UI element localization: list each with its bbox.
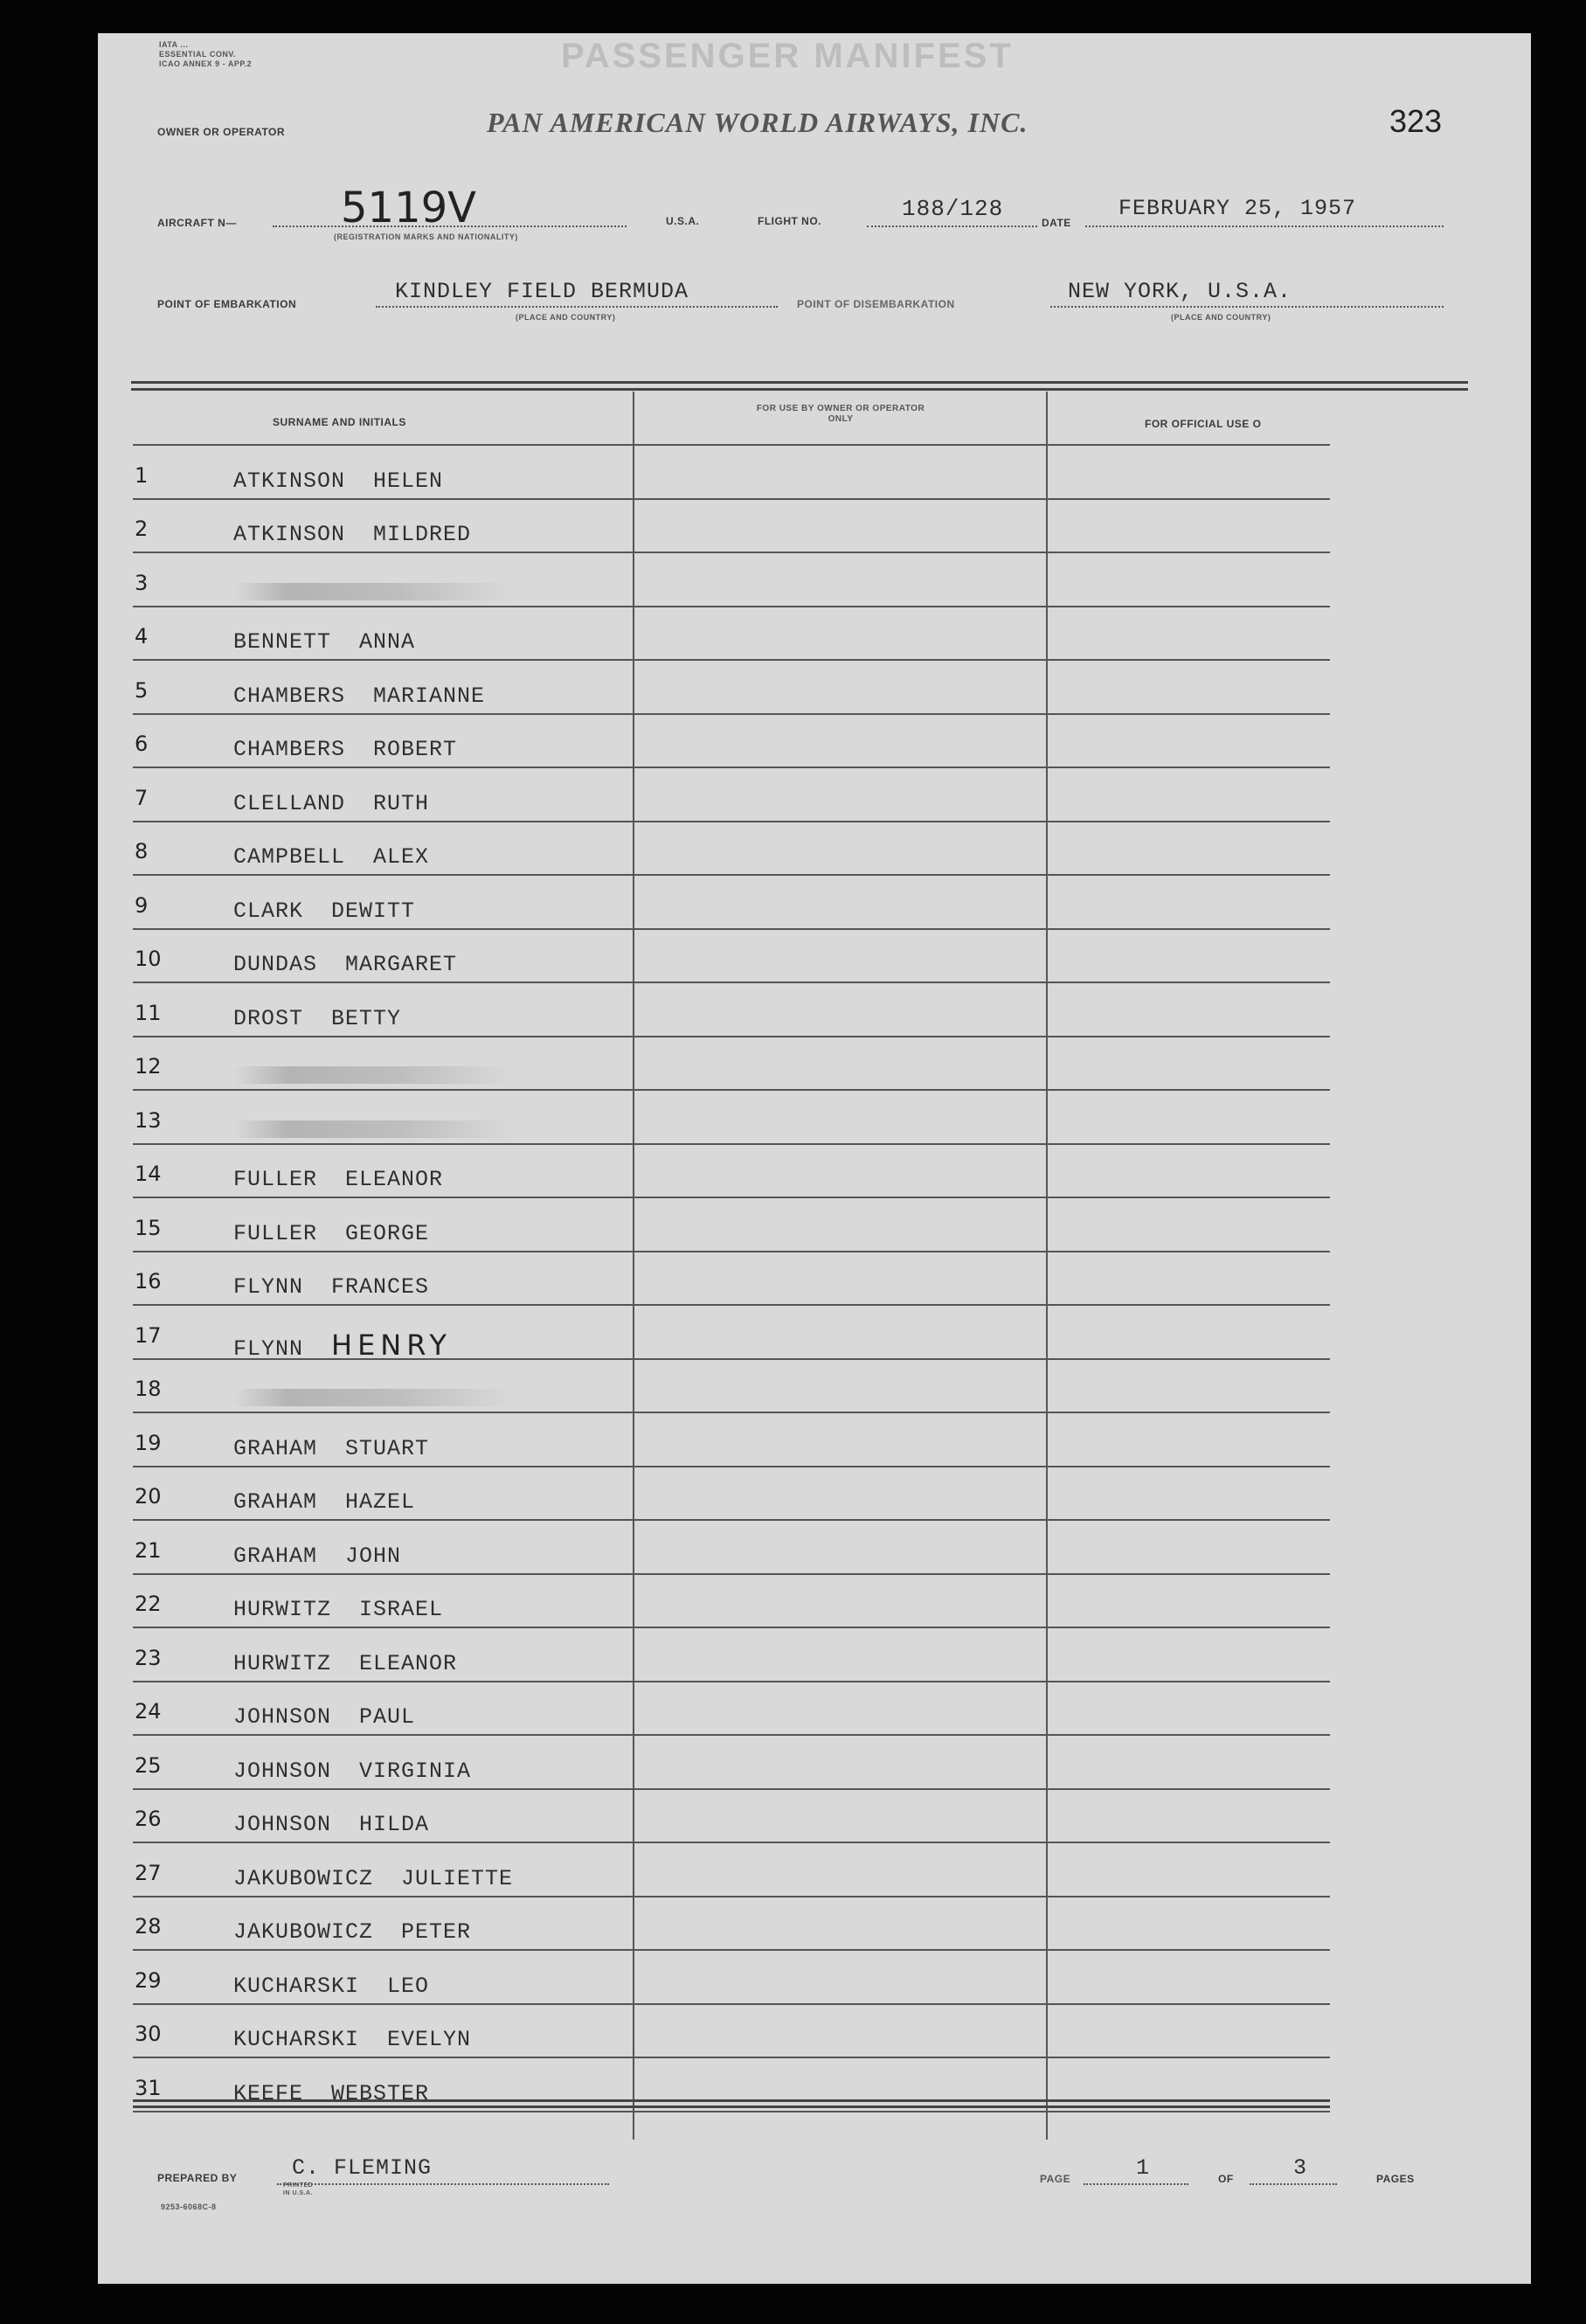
row-rule [133, 1412, 1330, 1413]
table-row [233, 952, 457, 977]
row-number: 24 [135, 1699, 162, 1724]
row-rule [133, 1089, 1330, 1091]
surname: FULLER [233, 1220, 318, 1246]
date-underline [1085, 225, 1444, 227]
flight-value: 188/128 [902, 196, 1004, 222]
row-number: 23 [135, 1645, 162, 1670]
pages-label: PAGES [1376, 2173, 1415, 2185]
date-value: FEBRUARY 25, 1957 [1119, 196, 1357, 221]
row-rule [133, 659, 1330, 661]
row-rule [133, 982, 1330, 983]
stamp-line: IATA ... [159, 40, 189, 49]
row-number: 26 [135, 1807, 162, 1831]
row-rule [133, 2111, 1330, 2112]
header-rule [133, 444, 1330, 446]
row-number: 2 [135, 517, 149, 541]
given-name: RUTH [373, 790, 430, 816]
surname: FLYNN [233, 1335, 304, 1362]
row-number: 12 [135, 1054, 162, 1079]
table-row [233, 576, 261, 601]
prepared-value: C. FLEMING [292, 2155, 433, 2181]
given-name: ELEANOR [359, 1650, 458, 1676]
owner-value: PAN AMERICAN WORLD AIRWAYS, INC. [487, 107, 1028, 138]
table-row [233, 1489, 415, 1515]
form-title: PASSENGER MANIFEST [561, 37, 1014, 75]
surname: GRAHAM [233, 1543, 318, 1569]
surname: CLELLAND [233, 790, 346, 816]
given-name: STUART [345, 1435, 430, 1461]
given-name: ALEX [373, 844, 430, 870]
given-name: PAUL [359, 1704, 416, 1730]
surname: CHAMBERS [233, 737, 346, 762]
row-number: 18 [135, 1377, 162, 1401]
table-row [233, 1221, 429, 1246]
owner-label: OWNER OR OPERATOR [157, 126, 286, 138]
row-number: 9 [135, 892, 149, 918]
row-rule [133, 1842, 1330, 1843]
table-row [233, 1274, 429, 1300]
table-row [233, 522, 471, 547]
table-row [233, 1382, 261, 1407]
row-number: 13 [135, 1107, 162, 1133]
row-rule [133, 2003, 1330, 2005]
given-name: PETER [401, 1919, 472, 1945]
surname: HURWITZ [233, 1597, 332, 1622]
surname: DUNDAS [233, 952, 318, 977]
row-number: 25 [135, 1752, 162, 1778]
redaction-smudge [233, 1389, 513, 1406]
table-row [233, 1812, 429, 1837]
surname: CAMPBELL [233, 844, 346, 870]
surname: GRAHAM [233, 1489, 318, 1515]
manifest-sheet [98, 33, 1531, 2284]
row-rule [133, 2057, 1330, 2058]
row-number: 4 [135, 624, 149, 649]
surname: KEEFE [233, 2080, 304, 2106]
surname: KUCHARSKI [233, 1973, 360, 1999]
surname: CLARK [233, 898, 304, 924]
row-rule [133, 1949, 1330, 1951]
form-code: 9253-6068C-8 [161, 2203, 217, 2211]
surname: JOHNSON [233, 1758, 332, 1784]
surname: JOHNSON [233, 1812, 332, 1837]
row-number: 30 [135, 2022, 162, 2046]
row-rule [133, 1143, 1330, 1145]
row-rule [133, 1466, 1330, 1467]
surname: JAKUBOWICZ [233, 1919, 374, 1945]
row-rule [133, 874, 1330, 876]
column-divider [633, 392, 634, 2140]
row-rule [133, 1627, 1330, 1628]
flight-label: FLIGHT NO. [758, 215, 821, 227]
table-row [233, 1866, 513, 1891]
given-name: JULIETTE [401, 1865, 514, 1891]
given-name: ELEANOR [345, 1167, 444, 1192]
row-number: 6 [135, 732, 149, 756]
embark-value: KINDLEY FIELD BERMUDA [395, 279, 689, 304]
printed-note: PRINTED IN U.S.A. [283, 2182, 314, 2196]
row-rule [133, 498, 1330, 500]
given-name: HILDA [359, 1812, 430, 1837]
given-name: ANNA [359, 629, 416, 655]
row-rule [133, 1197, 1330, 1198]
prepared-underline [277, 2183, 609, 2185]
given-name: WEBSTER [331, 2080, 430, 2106]
table-rule-bottom-2 [133, 2105, 1330, 2108]
given-name: EVELYN [387, 2027, 472, 2052]
header-surname: SURNAME AND INITIALS [273, 416, 406, 428]
table-row [233, 1597, 443, 1622]
row-rule [133, 1304, 1330, 1306]
stamp-block [159, 40, 252, 69]
prepared-label: PREPARED BY [157, 2172, 238, 2184]
row-rule [133, 767, 1330, 768]
table-row [233, 1974, 429, 1999]
row-rule [133, 1573, 1330, 1575]
redaction-smudge [233, 1120, 513, 1138]
row-rule [133, 821, 1330, 822]
row-rule [133, 1734, 1330, 1736]
disembark-label: POINT OF DISEMBARKATION [797, 298, 955, 310]
row-number: 28 [135, 1914, 162, 1939]
table-row [233, 1006, 401, 1031]
of-underline [1250, 2183, 1337, 2185]
table-row [233, 1651, 457, 1676]
embark-sublabel: (PLACE AND COUNTRY) [516, 313, 616, 322]
given-name: ISRAEL [359, 1597, 444, 1622]
row-number: 7 [135, 785, 149, 810]
aircraft-value: 5119V [341, 184, 476, 232]
table-row [233, 1704, 415, 1730]
surname: GRAHAM [233, 1435, 318, 1461]
disembark-sublabel: (PLACE AND COUNTRY) [1171, 313, 1271, 322]
aircraft-sublabel: (REGISTRATION MARKS AND NATIONALITY) [334, 232, 518, 241]
row-rule [133, 1036, 1330, 1037]
embark-label: POINT OF EMBARKATION [157, 298, 297, 310]
row-number: 8 [135, 839, 149, 864]
given-name: BETTY [331, 1005, 402, 1031]
stamp-line: ICAO ANNEX 9 - APP.2 [159, 59, 253, 68]
row-number: 27 [135, 1860, 162, 1885]
aircraft-label: AIRCRAFT N— [157, 217, 237, 229]
page-stamp: 323 [1389, 103, 1443, 139]
table-row [233, 1167, 443, 1192]
given-name: ROBERT [373, 737, 458, 762]
row-number: 17 [135, 1322, 162, 1348]
surname: JOHNSON [233, 1704, 332, 1730]
surname: DROST [233, 1005, 304, 1031]
row-rule [133, 552, 1330, 553]
surname: HURWITZ [233, 1650, 332, 1676]
surname: KUCHARSKI [233, 2027, 360, 2052]
table-row [233, 898, 415, 924]
header-official-use: FOR OFFICIAL USE O [1145, 418, 1262, 430]
row-number: 29 [135, 1967, 162, 1993]
row-number: 11 [135, 1000, 162, 1025]
surname: BENNETT [233, 629, 332, 655]
redaction-smudge [233, 1066, 513, 1084]
given-name: FRANCES [331, 1274, 430, 1300]
surname: ATKINSON [233, 468, 346, 494]
table-rule-top-2 [131, 388, 1468, 391]
surname: CHAMBERS [233, 683, 346, 709]
given-name: MILDRED [373, 522, 472, 547]
table-row [233, 2081, 429, 2106]
table-row [233, 1113, 261, 1139]
redaction-smudge [233, 583, 513, 600]
column-divider [1046, 392, 1048, 2140]
row-number: 16 [135, 1269, 162, 1294]
row-rule [133, 713, 1330, 715]
table-row [233, 1328, 452, 1362]
table-row [233, 629, 415, 655]
surname: JAKUBOWICZ [233, 1865, 374, 1891]
row-rule [133, 1251, 1330, 1252]
table-row [233, 844, 429, 870]
table-row [233, 2027, 471, 2052]
table-row [233, 1544, 401, 1569]
usa-label: U.S.A. [666, 215, 700, 227]
row-number: 22 [135, 1592, 162, 1616]
row-rule [133, 1788, 1330, 1790]
stamp-line: ESSENTIAL CONV. [159, 50, 237, 59]
given-name: VIRGINIA [359, 1758, 472, 1784]
given-name: DEWITT [331, 898, 416, 924]
row-number: 1 [135, 462, 149, 488]
date-label: DATE [1042, 217, 1071, 229]
table-row [233, 1919, 471, 1945]
of-label: OF [1218, 2173, 1234, 2185]
table-rule-bottom [133, 2099, 1330, 2102]
given-name: MARIANNE [373, 683, 486, 709]
given-name: JOHN [345, 1543, 402, 1569]
of-value: 3 [1293, 2155, 1308, 2181]
row-number: 10 [135, 947, 162, 971]
row-number: 3 [135, 570, 149, 595]
table-row [233, 1436, 429, 1461]
row-rule [133, 1896, 1330, 1897]
row-number: 19 [135, 1430, 162, 1455]
page-underline [1084, 2183, 1188, 2185]
page-label: PAGE [1040, 2173, 1071, 2185]
surname: FULLER [233, 1167, 318, 1192]
table-rule-top [131, 381, 1468, 384]
row-number: 15 [135, 1215, 162, 1240]
row-number: 20 [135, 1484, 162, 1509]
table-row [233, 1759, 471, 1784]
disembark-value: NEW YORK, U.S.A. [1068, 279, 1292, 304]
flight-underline [867, 225, 1037, 227]
row-number: 31 [135, 2075, 162, 2100]
given-name: MARGARET [345, 952, 458, 977]
given-name: LEO [387, 1973, 430, 1999]
table-row [233, 683, 485, 709]
given-name: GEORGE [345, 1220, 430, 1246]
header-operator-use: FOR USE BY OWNER OR OPERATOR ONLY [756, 404, 925, 424]
row-number: 14 [135, 1162, 162, 1186]
row-number: 21 [135, 1537, 162, 1563]
surname: ATKINSON [233, 522, 346, 547]
given-name: HENRY [331, 1328, 452, 1362]
row-rule [133, 606, 1330, 607]
table-row [233, 1059, 261, 1085]
table-row [233, 791, 429, 816]
row-rule [133, 1681, 1330, 1682]
row-rule [133, 1519, 1330, 1521]
row-number: 5 [135, 677, 149, 703]
page-value: 1 [1136, 2155, 1151, 2181]
given-name: HAZEL [345, 1489, 416, 1515]
table-row [233, 737, 457, 762]
row-rule [133, 928, 1330, 930]
embark-underline [376, 306, 778, 308]
surname: FLYNN [233, 1274, 304, 1300]
given-name: HELEN [373, 468, 444, 494]
disembark-underline [1050, 306, 1444, 308]
table-row [233, 468, 443, 494]
